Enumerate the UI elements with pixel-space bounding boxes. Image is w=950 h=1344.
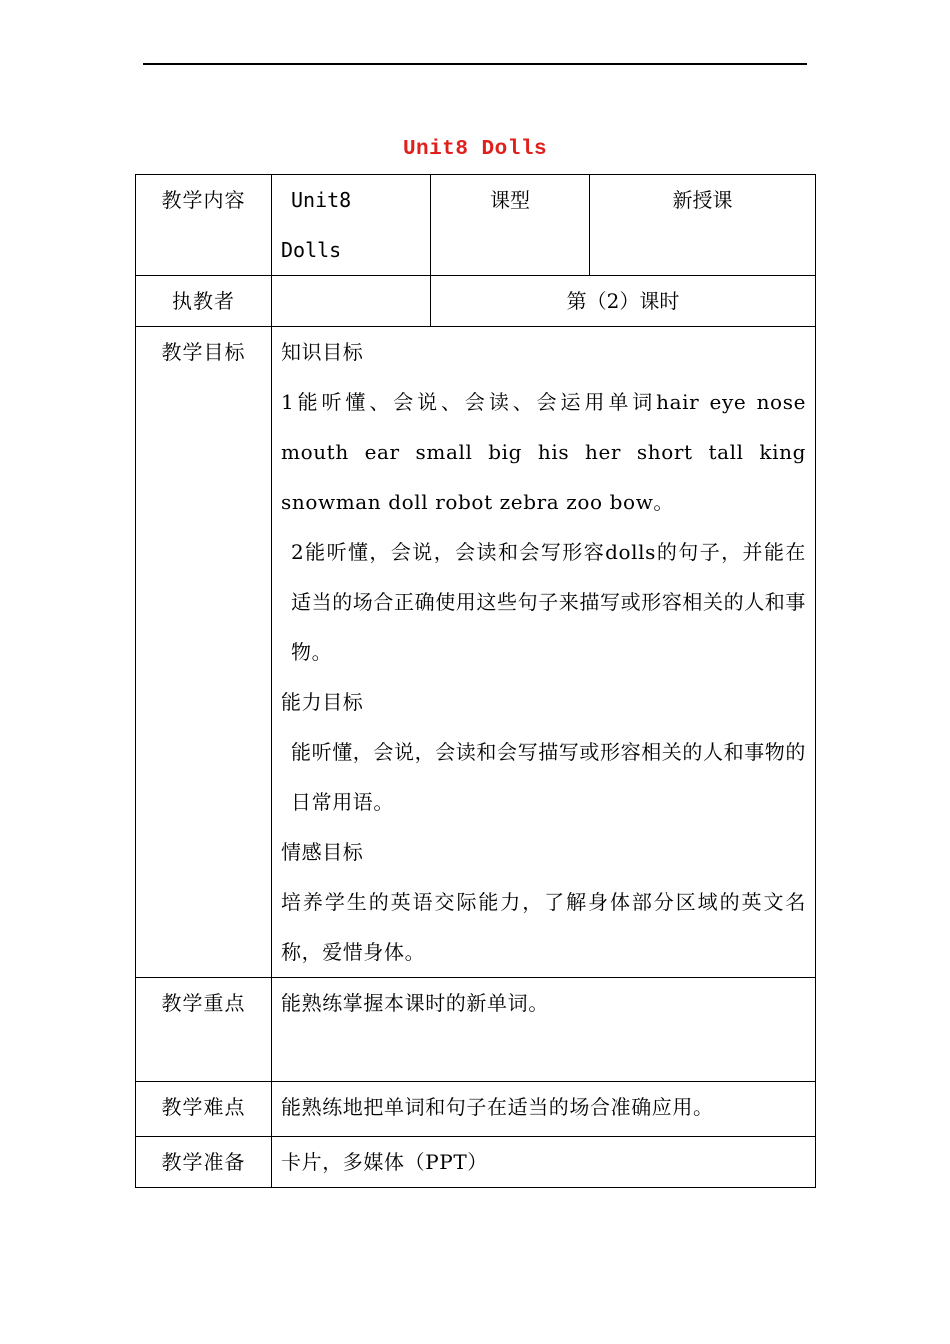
document-title: Unit8 Dolls (402, 138, 548, 161)
teacher-value (272, 276, 431, 327)
label-difficulty: 教学难点 (136, 1082, 272, 1137)
lesson-plan-table (135, 174, 816, 1188)
lesson-number: 第（2）课时 (431, 276, 816, 327)
unit-cell (272, 175, 431, 276)
row-teacher (136, 276, 816, 327)
unit-line2: Dolls (281, 238, 342, 262)
goals-cell (272, 327, 816, 978)
type-value: 新授课 (590, 175, 816, 276)
label-type: 课型 (431, 175, 590, 276)
label-goals: 教学目标 (136, 327, 272, 978)
label-focus: 教学重点 (136, 978, 272, 1082)
emotion-text: 培养学生的英语交际能力，了解身体部分区域的英文名称，爱惜身体。 (281, 890, 806, 964)
header-rule (143, 63, 807, 65)
label-teacher: 执教者 (136, 276, 272, 327)
row-goals (136, 327, 816, 978)
row-difficulty (136, 1082, 816, 1137)
emotion-heading: 情感目标 (281, 840, 364, 864)
focus-text: 能熟练掌握本课时的新单词。 (272, 978, 816, 1082)
knowledge-heading: 知识目标 (281, 340, 364, 364)
ability-heading: 能力目标 (281, 690, 364, 714)
row-focus (136, 978, 816, 1082)
row-prep (136, 1137, 816, 1188)
label-content: 教学内容 (136, 175, 272, 276)
unit-line1: Unit8 (291, 188, 352, 212)
knowledge-item-2: 2能听懂，会说，会读和会写形容dolls的句子，并能在适当的场合正确使用这些句子来描写或形容相关的人和事物。 (291, 540, 806, 664)
knowledge-item-1: 1能听懂、会说、会读、会运用单词hair eye nose mouth ear small big his her short tall king snowman doll robot zebra zoo bow。 (281, 390, 806, 514)
label-prep: 教学准备 (136, 1137, 272, 1188)
row-content (136, 175, 816, 276)
difficulty-text: 能熟练地把单词和句子在适当的场合准确应用。 (272, 1082, 816, 1137)
prep-text: 卡片，多媒体（PPT） (272, 1137, 816, 1188)
ability-text: 能听懂，会说，会读和会写描写或形容相关的人和事物的日常用语。 (291, 740, 806, 814)
